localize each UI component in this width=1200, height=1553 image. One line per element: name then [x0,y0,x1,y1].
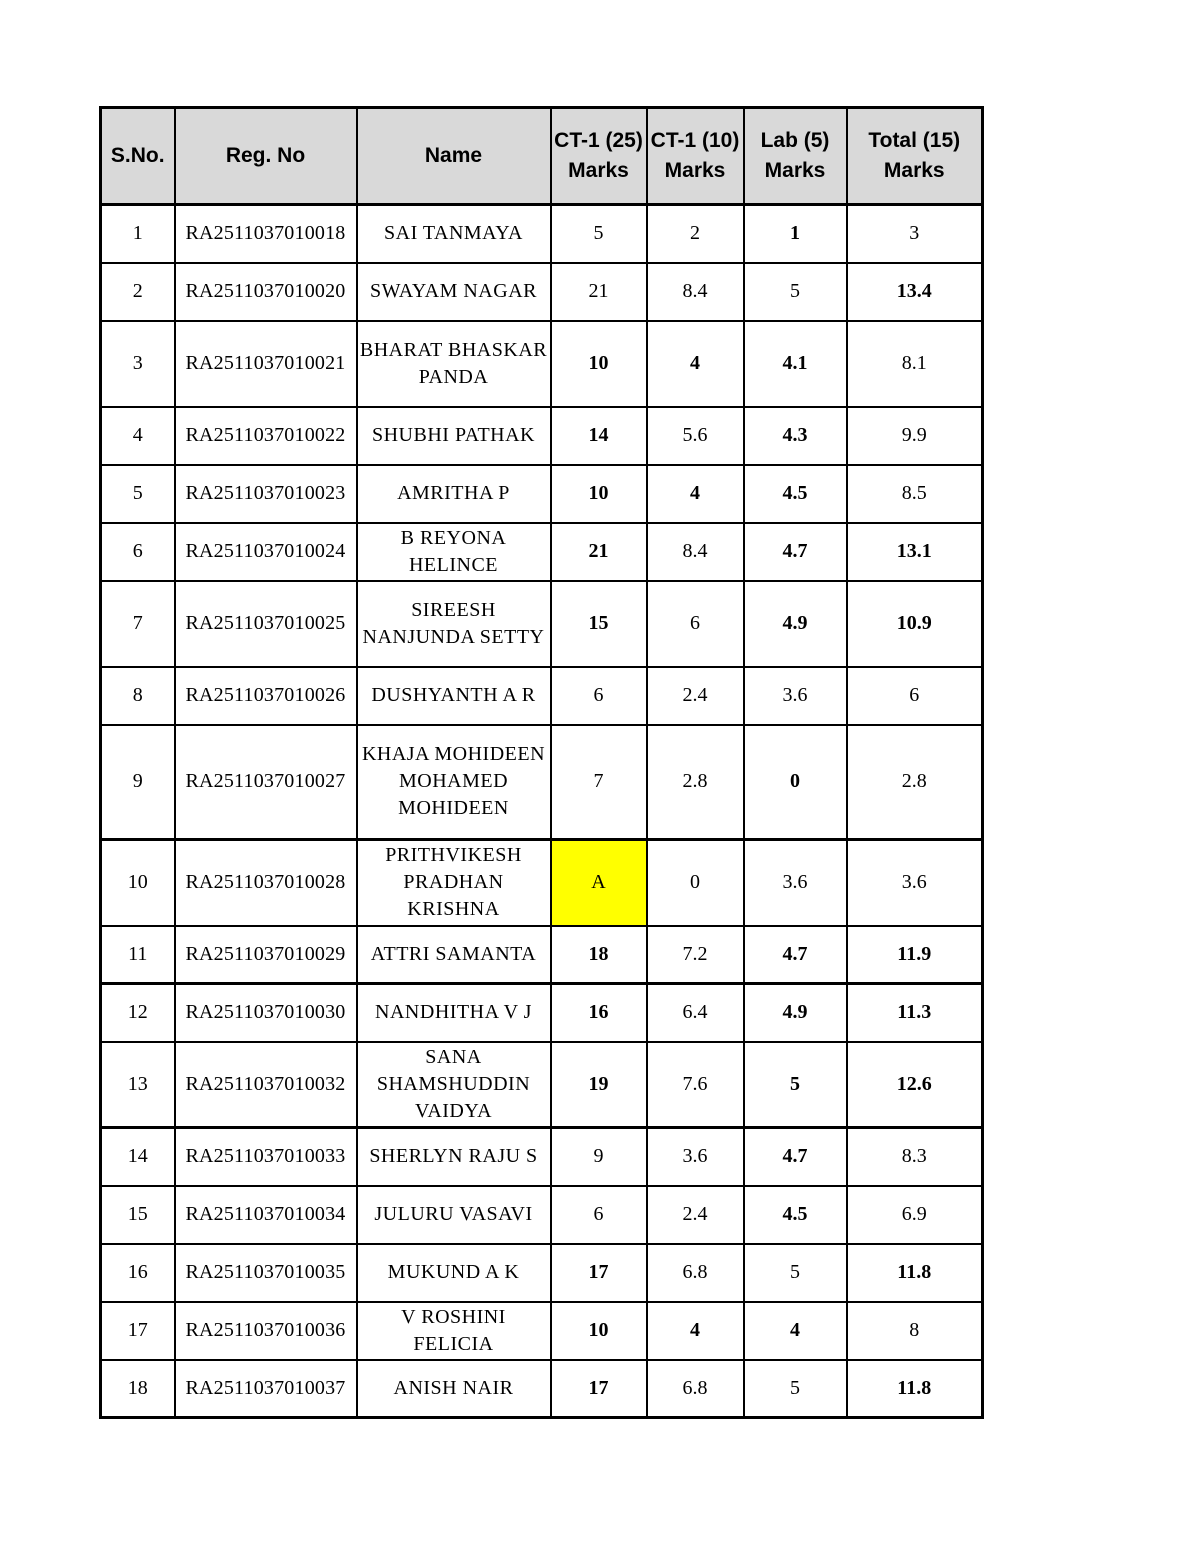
header-total-15: Total (15) Marks [847,108,983,205]
cell-sno: 2 [101,263,175,321]
cell-reg: RA2511037010024 [175,523,357,581]
cell-ct25: 18 [551,926,647,984]
cell-ct25: 9 [551,1128,647,1186]
cell-lab: 4.1 [744,321,847,407]
table-row [101,1244,983,1302]
cell-lab: 3.6 [744,840,847,926]
cell-ct25: 16 [551,984,647,1042]
cell-sno: 1 [101,205,175,263]
cell-total: 2.8 [847,725,983,840]
cell-sno: 11 [101,926,175,984]
cell-total: 8 [847,1302,983,1360]
cell-ct10: 5.6 [647,407,744,465]
cell-reg: RA2511037010028 [175,840,357,926]
cell-reg: RA2511037010025 [175,581,357,667]
table-row [101,1128,983,1186]
cell-reg: RA2511037010018 [175,205,357,263]
cell-total: 11.8 [847,1360,983,1418]
cell-lab: 4 [744,1302,847,1360]
cell-ct25: A [551,840,647,926]
table-row [101,984,983,1042]
cell-ct10: 0 [647,840,744,926]
cell-ct10: 8.4 [647,523,744,581]
cell-sno: 8 [101,667,175,725]
table-row [101,840,983,926]
cell-sno: 4 [101,407,175,465]
table-row [101,1042,983,1128]
cell-reg: RA2511037010029 [175,926,357,984]
cell-lab: 4.9 [744,581,847,667]
cell-total: 6 [847,667,983,725]
cell-total: 11.3 [847,984,983,1042]
cell-name: NANDHITHA V J [357,984,551,1042]
cell-ct25: 10 [551,321,647,407]
cell-ct10: 4 [647,321,744,407]
cell-reg: RA2511037010032 [175,1042,357,1128]
cell-reg: RA2511037010027 [175,725,357,840]
cell-ct10: 7.6 [647,1042,744,1128]
cell-sno: 14 [101,1128,175,1186]
cell-ct25: 19 [551,1042,647,1128]
table-row [101,1360,983,1418]
cell-total: 11.9 [847,926,983,984]
cell-name: BHARAT BHASKAR PANDA [357,321,551,407]
cell-reg: RA2511037010022 [175,407,357,465]
cell-lab: 3.6 [744,667,847,725]
cell-sno: 17 [101,1302,175,1360]
table-row [101,205,983,263]
cell-reg: RA2511037010033 [175,1128,357,1186]
table-row [101,581,983,667]
cell-ct10: 6.8 [647,1244,744,1302]
cell-total: 12.6 [847,1042,983,1128]
cell-ct10: 2 [647,205,744,263]
cell-lab: 4.7 [744,1128,847,1186]
cell-ct25: 17 [551,1244,647,1302]
cell-reg: RA2511037010034 [175,1186,357,1244]
cell-lab: 0 [744,725,847,840]
cell-name: JULURU VASAVI [357,1186,551,1244]
cell-name: KHAJA MOHIDEEN MOHAMED MOHIDEEN [357,725,551,840]
cell-total: 8.3 [847,1128,983,1186]
cell-ct10: 2.4 [647,667,744,725]
cell-sno: 15 [101,1186,175,1244]
header-sno: S.No. [101,108,175,205]
table-row [101,667,983,725]
cell-ct10: 7.2 [647,926,744,984]
cell-name: V ROSHINI FELICIA [357,1302,551,1360]
cell-lab: 4.7 [744,926,847,984]
cell-name: AMRITHA P [357,465,551,523]
cell-total: 9.9 [847,407,983,465]
table-row [101,465,983,523]
header-reg-no: Reg. No [175,108,357,205]
cell-ct10: 2.4 [647,1186,744,1244]
cell-name: SAI TANMAYA [357,205,551,263]
cell-name: SANA SHAMSHUDDIN VAIDYA [357,1042,551,1128]
cell-reg: RA2511037010023 [175,465,357,523]
cell-ct10: 2.8 [647,725,744,840]
cell-lab: 5 [744,263,847,321]
cell-ct10: 4 [647,465,744,523]
cell-reg: RA2511037010036 [175,1302,357,1360]
cell-name: B REYONA HELINCE [357,523,551,581]
cell-lab: 4.9 [744,984,847,1042]
cell-ct10: 6 [647,581,744,667]
cell-total: 6.9 [847,1186,983,1244]
table-row [101,407,983,465]
header-ct1-10: CT-1 (10) Marks [647,108,744,205]
cell-lab: 4.3 [744,407,847,465]
cell-sno: 18 [101,1360,175,1418]
marks-table [99,106,984,1419]
cell-lab: 4.5 [744,1186,847,1244]
cell-total: 13.1 [847,523,983,581]
cell-ct10: 6.8 [647,1360,744,1418]
cell-ct25: 10 [551,1302,647,1360]
header-lab-5: Lab (5) Marks [744,108,847,205]
cell-ct25: 17 [551,1360,647,1418]
table-row [101,321,983,407]
cell-ct10: 4 [647,1302,744,1360]
cell-reg: RA2511037010030 [175,984,357,1042]
cell-sno: 12 [101,984,175,1042]
cell-ct25: 5 [551,205,647,263]
cell-ct25: 10 [551,465,647,523]
cell-ct25: 6 [551,667,647,725]
cell-lab: 5 [744,1360,847,1418]
cell-sno: 7 [101,581,175,667]
cell-lab: 5 [744,1244,847,1302]
cell-lab: 4.5 [744,465,847,523]
cell-name: PRITHVIKESH PRADHAN KRISHNA [357,840,551,926]
cell-sno: 9 [101,725,175,840]
table-row [101,725,983,840]
cell-total: 3.6 [847,840,983,926]
header-ct1-25: CT-1 (25) Marks [551,108,647,205]
table-row [101,1186,983,1244]
table-row [101,523,983,581]
cell-lab: 5 [744,1042,847,1128]
cell-ct25: 21 [551,263,647,321]
cell-name: SWAYAM NAGAR [357,263,551,321]
cell-ct25: 14 [551,407,647,465]
cell-total: 8.5 [847,465,983,523]
cell-reg: RA2511037010026 [175,667,357,725]
cell-sno: 16 [101,1244,175,1302]
table-row [101,1302,983,1360]
cell-total: 13.4 [847,263,983,321]
cell-sno: 6 [101,523,175,581]
cell-lab: 1 [744,205,847,263]
header-name: Name [357,108,551,205]
cell-name: SHUBHI PATHAK [357,407,551,465]
cell-ct10: 3.6 [647,1128,744,1186]
cell-lab: 4.7 [744,523,847,581]
cell-total: 10.9 [847,581,983,667]
cell-sno: 10 [101,840,175,926]
table-row [101,263,983,321]
cell-reg: RA2511037010037 [175,1360,357,1418]
cell-ct25: 15 [551,581,647,667]
cell-name: ANISH NAIR [357,1360,551,1418]
cell-name: DUSHYANTH A R [357,667,551,725]
cell-reg: RA2511037010035 [175,1244,357,1302]
cell-total: 11.8 [847,1244,983,1302]
cell-ct25: 7 [551,725,647,840]
cell-sno: 13 [101,1042,175,1128]
cell-name: ATTRI SAMANTA [357,926,551,984]
cell-ct25: 21 [551,523,647,581]
cell-name: SIREESH NANJUNDA SETTY [357,581,551,667]
cell-reg: RA2511037010021 [175,321,357,407]
cell-sno: 3 [101,321,175,407]
cell-ct10: 8.4 [647,263,744,321]
header-row [101,108,983,205]
cell-sno: 5 [101,465,175,523]
cell-name: SHERLYN RAJU S [357,1128,551,1186]
cell-name: MUKUND A K [357,1244,551,1302]
cell-reg: RA2511037010020 [175,263,357,321]
table-row [101,926,983,984]
cell-total: 3 [847,205,983,263]
cell-total: 8.1 [847,321,983,407]
table-body [101,205,983,1418]
cell-ct25: 6 [551,1186,647,1244]
cell-ct10: 6.4 [647,984,744,1042]
